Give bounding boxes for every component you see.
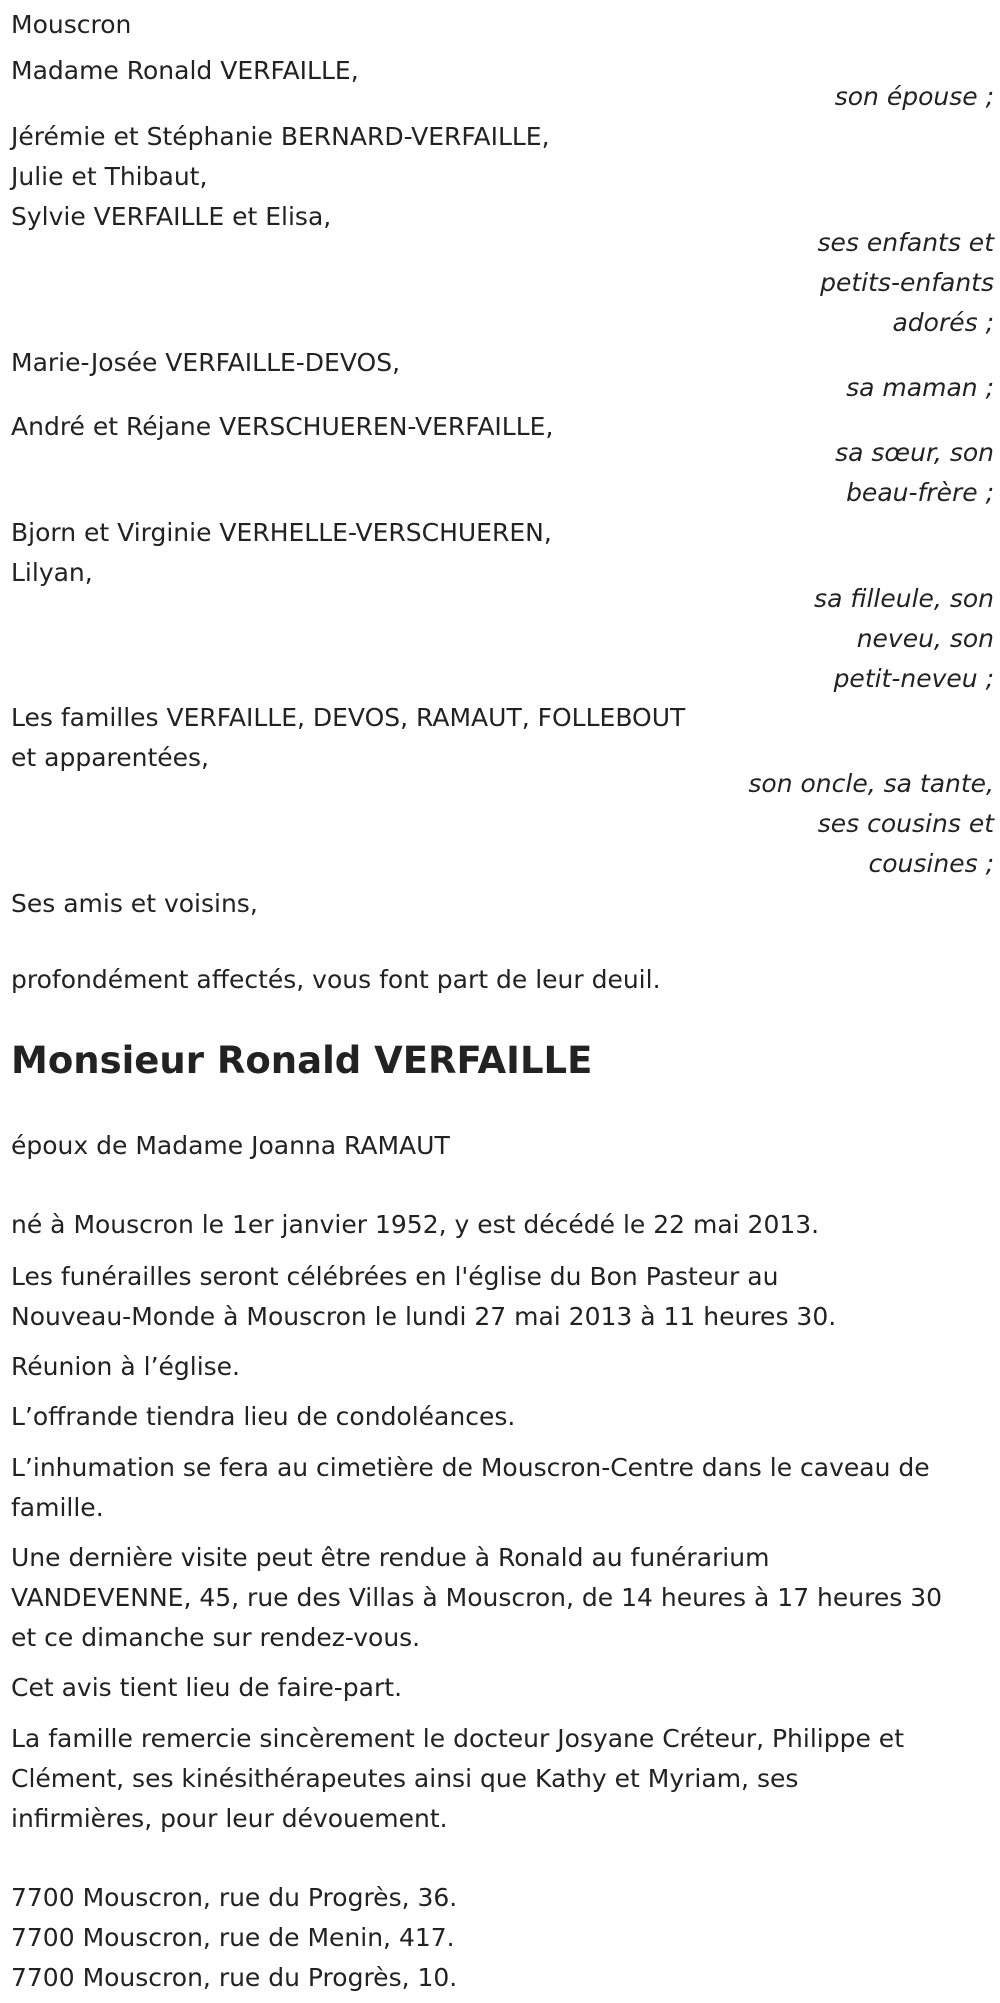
address-line: 7700 Mouscron, rue de Menin, 417. [11, 1923, 455, 1952]
relation-text: sa sœur, son [835, 438, 994, 467]
mourner-line: Jérémie et Stéphanie BERNARD-VERFAILLE, [11, 122, 550, 151]
mourner-line: Madame Ronald VERFAILLE, [11, 56, 359, 85]
mourner-line: André et Réjane VERSCHUEREN-VERFAILLE, [11, 412, 554, 441]
relation-text: petits-enfants [820, 268, 994, 297]
relation-text: cousines ; [868, 849, 994, 878]
relation-text: adorés ; [892, 308, 994, 337]
relation-text: sa filleule, son [814, 584, 994, 613]
mourner-line: Marie-Josée VERFAILLE-DEVOS, [11, 348, 401, 377]
notice-line: Cet avis tient lieu de faire-part. [11, 1673, 403, 1702]
funeral-line: Nouveau-Monde à Mouscron le lundi 27 mai 2013 à 11 heures 30. [11, 1302, 837, 1331]
thanks-line: infirmières, pour leur dévouement. [11, 1804, 448, 1833]
affected-line: profondément affectés, vous font part de leur deuil. [11, 965, 661, 994]
funeral-line: Les funérailles seront célébrées en l'église du Bon Pasteur au [11, 1262, 779, 1291]
address-line: 7700 Mouscron, rue du Progrès, 10. [11, 1963, 458, 1992]
visit-line: VANDEVENNE, 45, rue des Villas à Mouscron, de 14 heures à 17 heures 30 [11, 1583, 943, 1612]
spouse-line: époux de Madame Joanna RAMAUT [11, 1131, 450, 1160]
town-name: Mouscron [11, 10, 132, 39]
visit-line: Une dernière visite peut être rendue à Ronald au funérarium [11, 1543, 770, 1572]
relation-text: sa maman ; [846, 373, 994, 402]
mourner-line: Les familles VERFAILLE, DEVOS, RAMAUT, FOLLEBOUT [11, 703, 686, 732]
mourner-line: Lilyan, [11, 558, 93, 587]
burial-line: L’inhumation se fera au cimetière de Mouscron-Centre dans le caveau de [11, 1453, 930, 1482]
relation-text: ses enfants et [817, 228, 994, 257]
thanks-line: Clément, ses kinésithérapeutes ainsi que Kathy et Myriam, ses [11, 1764, 799, 1793]
meeting-line: Réunion à l’église. [11, 1352, 241, 1381]
birth-death-line: né à Mouscron le 1er janvier 1952, y est décédé le 22 mai 2013. [11, 1210, 820, 1239]
burial-line: famille. [11, 1493, 104, 1522]
mourner-line: Sylvie VERFAILLE et Elisa, [11, 202, 332, 231]
mourner-line: et apparentées, [11, 743, 209, 772]
relation-text: neveu, son [856, 624, 994, 653]
deceased-name: Monsieur Ronald VERFAILLE [11, 1039, 593, 1082]
address-line: 7700 Mouscron, rue du Progrès, 36. [11, 1883, 458, 1912]
relation-text: son oncle, sa tante, [748, 769, 994, 798]
mourner-line: Julie et Thibaut, [11, 162, 208, 191]
thanks-line: La famille remercie sincèrement le docteur Josyane Créteur, Philippe et [11, 1724, 904, 1753]
mourner-line: Bjorn et Virginie VERHELLE-VERSCHUEREN, [11, 518, 552, 547]
relation-text: petit-neveu ; [833, 664, 994, 693]
friends-line: Ses amis et voisins, [11, 889, 258, 918]
relation-text: ses cousins et [817, 809, 994, 838]
offering-line: L’offrande tiendra lieu de condoléances. [11, 1402, 516, 1431]
relation-text: beau-frère ; [846, 478, 994, 507]
visit-line: et ce dimanche sur rendez-vous. [11, 1623, 421, 1652]
relation-text: son épouse ; [834, 82, 994, 111]
